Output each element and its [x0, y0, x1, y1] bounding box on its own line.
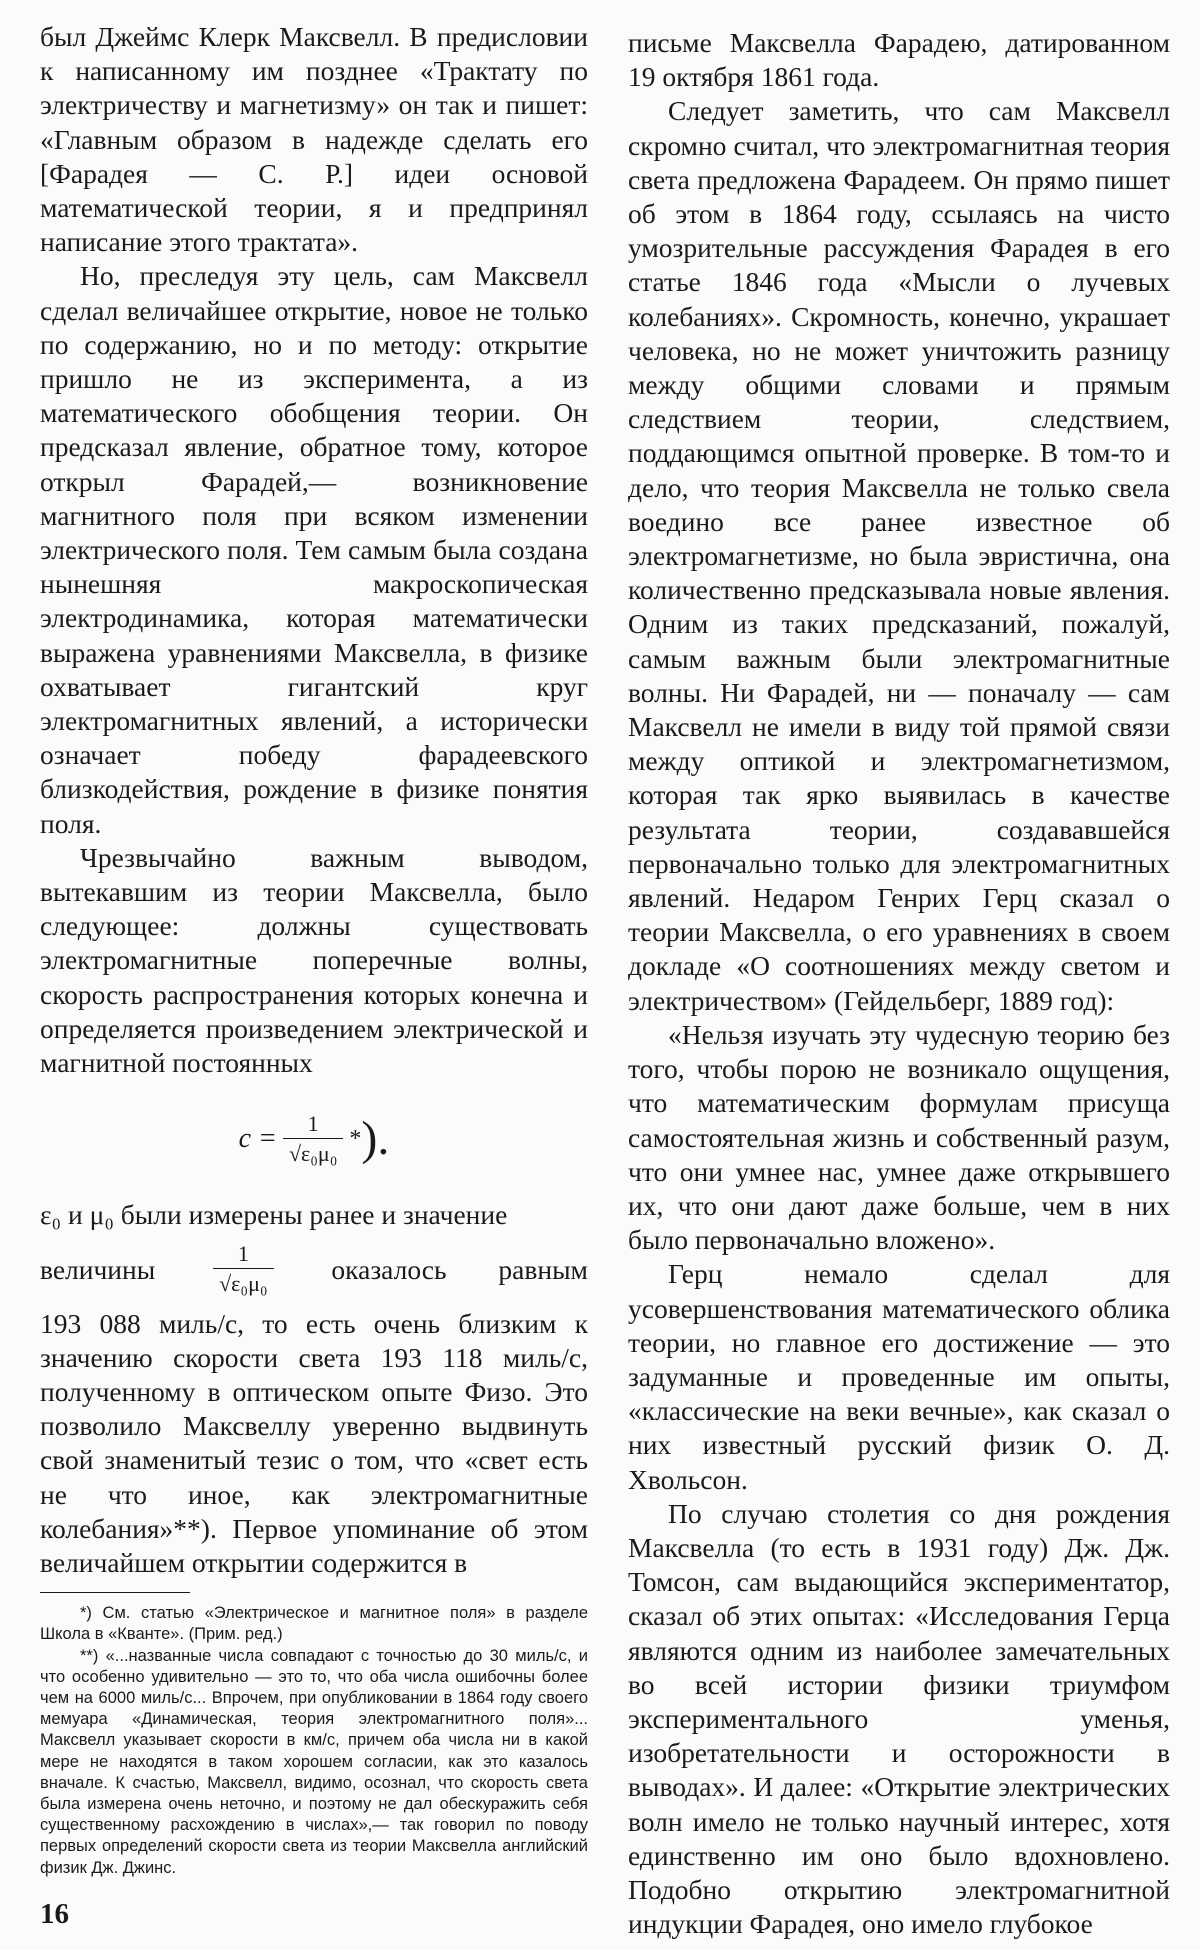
word: равным	[498, 1253, 588, 1285]
paragraph: По случаю столетия со дня рождения Максвелла (то есть в 1931 году) Дж. Дж. Томсон, сам выдающийся экспериментатор, сказал об этих опытах: «Исследования Герца являются одним из наиболее замечательных во всей истории физики триумфом экспериментального уменья, изобретательности и осторожности в выводах». И далее: «Открытие электрических волн имело не только научный интерес, хотя единственно им оно было вдохновлено. Подобно открытию электромагнитной индукции Фарадея, оно имело глубокое	[628, 1497, 1170, 1940]
paragraph: Чрезвычайно важным выводом, вытекавшим из теории Максвелла, было следующее: должны существовать электромагнитные поперечные волны, скорость распространения которых конечна и определяется произведением электрической и магнитной постоянных	[40, 841, 588, 1079]
formula-close-paren: ).	[361, 1112, 390, 1166]
formula-speed-of-light	[40, 1080, 588, 1198]
word: оказалось	[331, 1253, 447, 1285]
footnote-divider	[40, 1592, 190, 1593]
paragraph: Следует заметить, что сам Максвелл скромно считал, что электромагнитная теория света предложена Фарадеем. Он прямо пишет об этом в 1864 году, ссылаясь на чисто умозрительные рассуждения Фарадея в его статье 1846 года «Мысли о лучевых колебаниях». Скромность, конечно, украшает человека, но не может уничтожить разницу между общими словами и прямым следствием теории, следствием, поддающимся опытной проверке. В том-то и дело, что теория Максвелла не только свела воедино все ранее известное об электромагнетизме, но была эвристична, она количественно предсказывала новые явления. Одним из таких предсказаний, пожалуй, самым важным были электромагнитные волны. Ни Фарадей, ни — поначалу — сам Максвелл не имели в виду той прямой связи между оптикой и электромагнетизмом, которая так ярко выявилась в качестве результата теории, создававшейся первоначально только для электромагнитных явлений. Недаром Генрих Герц сказал о теории Максвелла, о его уравнениях в своем докладе «О соотношениях между светом и электричеством» (Гейдельберг, 1889 год):	[628, 95, 1170, 1016]
inline-fraction	[213, 1242, 273, 1297]
formula-footnote-mark: *	[349, 1125, 362, 1152]
word: величины	[40, 1253, 156, 1285]
left-column	[40, 20, 588, 1879]
formula-denominator: √ε₀μ₀	[283, 1138, 343, 1167]
quotation: «Нельзя изучать эту чудесную теорию без того, чтобы порою не возникало ощущения, что математическим формулам присуща самостоятельная жизнь и собственный разум, что они умнее нас, умнее даже открывшего их, что они дают даже больше, чем в них было первоначально вложено».	[628, 1018, 1170, 1256]
formula-numerator: 1	[307, 1110, 319, 1136]
paragraph: был Джеймс Клерк Максвелл. В предисловии к написанному им позднее «Трактату по электричеству и магнетизму» он так и пишет: «Главным образом в надежде сделать его [Фарадея — С. Р.] идеи основой математической теории, я и предпринял написание этого трактата».	[40, 21, 588, 258]
paragraph: 193 088 миль/с, то есть очень близким к значению скорости света 193 118 миль/с, полученному в оптическом опыте Физо. Это позволило Максвеллу уверенно выдвинуть свой знаменитый тезис о том, что «свет есть не что иное, как электромагнитные колебания»**). Первое упоминание об этом величайшем открытии содержится в	[40, 1307, 588, 1578]
paragraph: ε₀ и μ₀ были измерены ранее и значение	[40, 1199, 508, 1231]
inline-fraction-line	[40, 1233, 588, 1307]
page-number: 16	[40, 1898, 69, 1930]
footnote: **) «...названные числа совпадают с точностью до 30 миль/с, и что особенно удивительно — это то, что оба числа ошибочны более чем на 6000 миль/с... Впрочем, при опубликовании в 1864 году своего мемуара «Динамическая, теория электромагнитного поля»... Максвелл указывает скорости в км/с, причем оба числа ни в какой мере не находятся в таком хорошем согласии, как это казалось вначале. К счастью, Максвелл, видимо, осознал, что скорость света была измерена очень неточно, и поэтому не дал обескуражить себя существенному расхождению в числах»,— так говорил по поводу первых определений скорости света из теории Максвелла английский физик Дж. Джинс.	[40, 1646, 588, 1877]
inline-fraction-numerator: 1	[237, 1241, 249, 1266]
formula-fraction	[283, 1112, 343, 1167]
right-column	[628, 26, 1170, 1941]
paragraph: Но, преследуя эту цель, сам Максвелл сделал величайшее открытие, новое не только по содержанию, но и по методу: открытие пришло не из эксперимента, а из математического обобщения теории. Он предсказал явление, обратное тому, которое открыл Фарадей,— возникновение магнитного поля при всяком изменении электрического поля. Тем самым была создана нынешняя макроскопическая электродинамика, которая математически выражена уравнениями Максвелла, в физике охватывает гигантский круг электромагнитных явлений, а исторически означает победу фарадеевского близкодействия, рождение в физике понятия поля.	[40, 260, 588, 839]
paragraph: Герц немало сделал для усовершенствования математического облика теории, но главное его достижение — это задуманные и проведенные им опыты, «классические на веки вечные», как сказал о них известный русский физик О. Д. Хвольсон.	[628, 1258, 1170, 1495]
footnote: *) См. статью «Электрическое и магнитное поля» в разделе Школа в «Кванте». (Прим. ред.)	[40, 1604, 588, 1644]
formula-lhs: c =	[238, 1123, 277, 1155]
footnotes	[40, 1603, 588, 1879]
inline-fraction-denominator: √ε₀μ₀	[213, 1268, 273, 1297]
paragraph: письме Максвелла Фарадею, датированном 19 октября 1861 года.	[628, 27, 1170, 93]
